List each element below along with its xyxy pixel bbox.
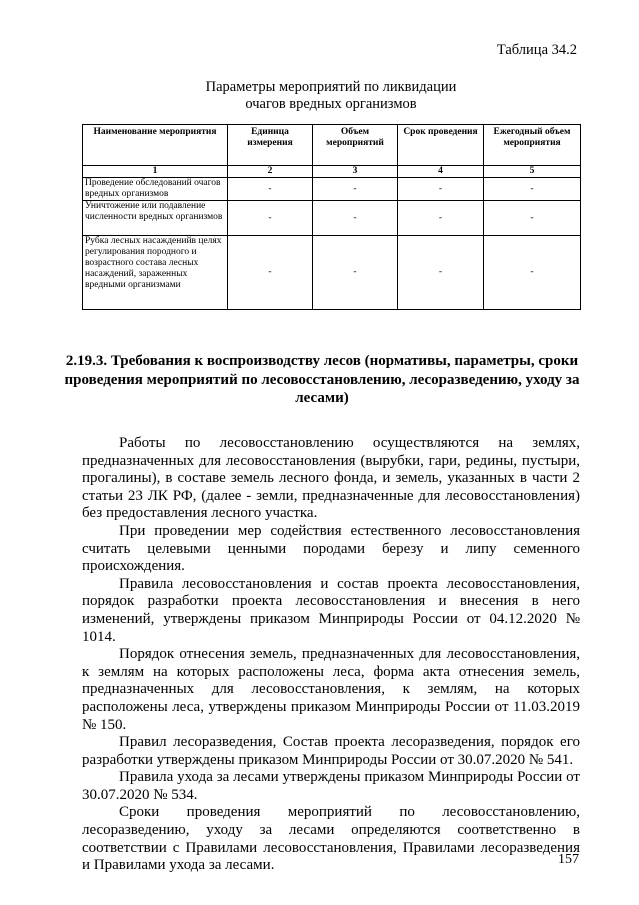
paragraph: Правила ухода за лесами утверждены приказом Минприроды России от 30.07.2020 № 534. <box>82 769 580 803</box>
paragraph: При проведении мер содействия естественного лесовосстановления считать целевыми ценными породами березу и липу семенного происхождения. <box>82 522 580 575</box>
row-annual-value: - <box>484 236 581 310</box>
row-measure-name: Рубка лесных насажденийв целях регулирования породного и возрастного состава лесных насаждений, зараженных вредными организмами <box>83 236 228 310</box>
table-caption-line-2: очагов вредных организмов <box>245 96 417 112</box>
row-unit-value: - <box>228 201 313 236</box>
header-unit: Единица измерения <box>228 125 313 166</box>
paragraph: Сроки проведения мероприятий по лесовосстановлению, лесоразведению, уходу за лесами определяются соответственно в соответствии с Правилами лесовосстановления, Правилами лесоразведения и Правилами ухода за лесами. <box>82 804 580 874</box>
row-unit-value: - <box>228 236 313 310</box>
paragraph: Работы по лесовосстановлению осуществляются на землях, предназначенных для лесовосстановления (вырубки, гари, редины, пустыри, прогалины), в составе земель лесного фонда, и земель, указанных в части 2 статьи 23 ЛК РФ, (далее - земли, предназначенные для лесовосстановления) без предоставления лесного участка. <box>82 435 580 522</box>
table-caption <box>80 79 582 113</box>
row-volume-value: - <box>313 201 398 236</box>
table-header-row <box>83 125 581 166</box>
row-term-value: - <box>398 236 484 310</box>
column-number: 3 <box>313 166 398 178</box>
paragraph: Порядок отнесения земель, предназначенных для лесовосстановления, к землям на которых расположены леса, форма акта отнесения земель, предназначенных для лесовосстановления, к землям, на которых расположены леса, утверждены приказом Минприроды России от 11.03.2019 № 150. <box>82 646 580 733</box>
row-volume-value: - <box>313 178 398 201</box>
column-number: 5 <box>484 166 581 178</box>
row-measure-name: Проведение обследований очагов вредных организмов <box>83 178 228 201</box>
header-measure-name: Наименование мероприятия <box>83 125 228 166</box>
body-text <box>82 435 580 875</box>
header-volume: Объем мероприятий <box>313 125 398 166</box>
table-row <box>83 236 581 310</box>
row-volume-value: - <box>313 236 398 310</box>
section-heading: 2.19.3. Требования к воспроизводству лесов (нормативы, параметры, сроки проведения мероприятий по лесовосстановлению, лесоразведению, уходу за лесами) <box>64 353 580 406</box>
column-number: 1 <box>83 166 228 178</box>
header-annual-volume: Ежегодный объем мероприятия <box>484 125 581 166</box>
row-annual-value: - <box>484 178 581 201</box>
table-row <box>83 178 581 201</box>
row-annual-value: - <box>484 201 581 236</box>
row-term-value: - <box>398 201 484 236</box>
measures-table <box>82 124 581 310</box>
paragraph: Правил лесоразведения, Состав проекта лесоразведения, порядок его разработки утверждены приказом Минприроды России от 30.07.2020 № 541. <box>82 734 580 768</box>
table-number: Таблица 34.2 <box>496 42 577 58</box>
column-number-row <box>83 166 581 178</box>
row-unit-value: - <box>228 178 313 201</box>
table-caption-line-1: Параметры мероприятий по ликвидации <box>205 79 457 95</box>
column-number: 4 <box>398 166 484 178</box>
header-term: Срок проведения <box>398 125 484 166</box>
table-row <box>83 201 581 236</box>
row-term-value: - <box>398 178 484 201</box>
column-number: 2 <box>228 166 313 178</box>
paragraph: Правила лесовосстановления и состав проекта лесовосстановления, порядок разработки проекта лесовосстановления и внесения в него изменений, утверждены приказом Минприроды России от 04.12.2020 № 1014. <box>82 575 580 645</box>
page-number: 157 <box>558 852 579 867</box>
row-measure-name: Уничтожение или подавление численности вредных организмов <box>83 201 228 236</box>
